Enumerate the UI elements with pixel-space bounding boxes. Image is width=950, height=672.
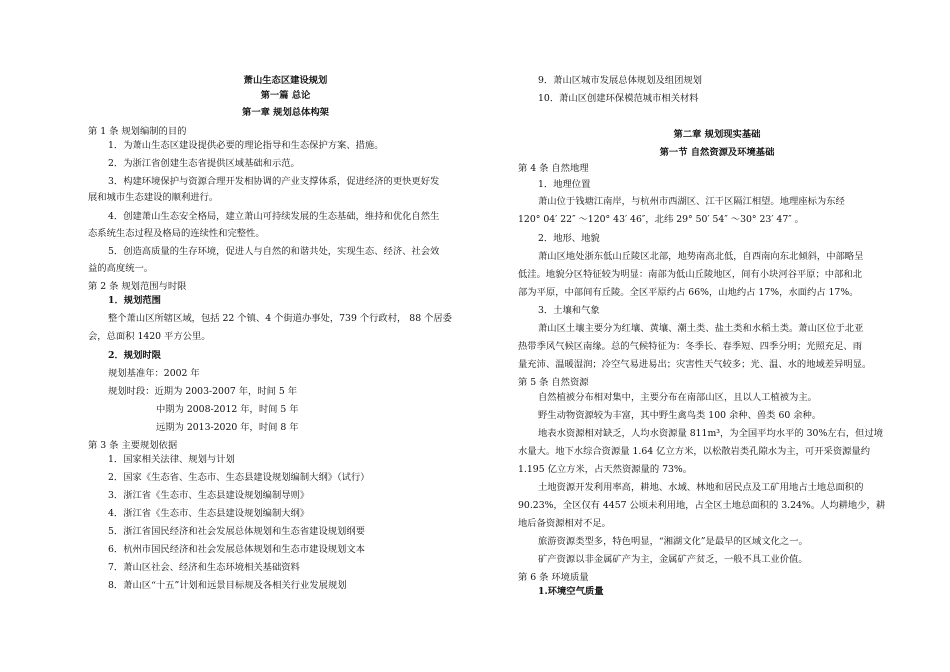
paragraph-line: 态系统生态过程及格局的连续性和完整性。 — [88, 228, 265, 239]
paragraph-line: 120° 04′ 22″ ～120° 43′ 46″，北纬 29° 50′ 54″ ～30° 23′ 47″ 。 — [518, 214, 804, 225]
list-item: 1．国家相关法律、规划与计划 — [108, 454, 235, 465]
list-item: 9．萧山区城市发展总体规划及组团规划 — [538, 75, 702, 86]
paragraph-line: 3．构建环境保护与资源合理开发相协调的产业支撑体系，促进经济的更快更好发 — [108, 176, 440, 187]
paragraph-line: 2．为浙江省创建生态省提供区域基础和示范。 — [108, 158, 300, 169]
paragraph-line: 益的高度统一。 — [88, 263, 154, 274]
list-item: 4．浙江省《生态市、生态县建设规划编制大纲》 — [108, 508, 310, 519]
section-heading: 第一节 自然资源及环境基础 — [659, 147, 775, 158]
paragraph-line: 野生动物资源较为丰富，其中野生禽鸟类 100 余种、兽类 60 余种。 — [538, 410, 822, 421]
paragraph-line: 部为平原，中部间有丘陵。全区平原约占 66%，山地约占 17%，水面约占 17%。 — [518, 287, 859, 298]
paragraph-line: 1．为萧山生态区建设提供必要的理论指导和生态保护方案、措施。 — [108, 140, 384, 151]
paragraph-line: 展和城市生态建设的顺利进行。 — [88, 192, 219, 203]
paragraph-line: 旅游资源类型多，特色明显，“湘湖文化”是最早的区域文化之一。 — [538, 536, 808, 547]
sub-heading: 2．地形、地貌 — [538, 233, 600, 244]
list-item: 10．萧山区创建环保模范城市相关材料 — [538, 93, 699, 104]
list-item: 6．杭州市国民经济和社会发展总体规划和生态市建设规划文本 — [108, 544, 365, 555]
paragraph-line: 地后备资源相对不足。 — [518, 518, 611, 529]
paragraph-line: 规划基准年：2002 年 — [108, 368, 200, 379]
paragraph-line: 1.195 亿立方米，占天然资源量的 73%。 — [518, 464, 693, 475]
paragraph-line: 萧山位于钱塘江南岸，与杭州市西湖区、江干区隔江相望。地理座标为东经 — [538, 196, 845, 207]
list-item: 7．萧山区社会、经济和生态环境相关基础资料 — [108, 562, 300, 573]
article-heading: 第 4 条 自然地理 — [518, 163, 589, 174]
paragraph-line: 低洼。地貌分区特征较为明显：南部为低山丘陵地区，间有小块河谷平原；中部和北 — [518, 269, 862, 280]
paragraph-line: 热带季风气候区南缘。总的气候特征为：冬季长、春季短、四季分明；光照充足、雨 — [518, 341, 862, 352]
paragraph-line: 量充沛、温暖湿润；冷空气易进易出；灾害性天气较多；光、温、水的地域差异明显。 — [518, 359, 872, 370]
paragraph-line: 会，总面积 1420 平方公里。 — [88, 331, 211, 342]
paragraph-line: 中期为 2008-2012 年，时间 5 年 — [156, 404, 299, 415]
paragraph-line: 矿产资源以非金属矿产为主，金属矿产贫乏，一般不具工业价值。 — [538, 554, 808, 565]
paragraph-line: 萧山区地处浙东低山丘陵区北部，地势南高北低，自西南向东北倾斜，中部略呈 — [538, 251, 864, 262]
list-item: 5．浙江省国民经济和社会发展总体规划和生态省建设规划纲要 — [108, 526, 365, 537]
chapter-heading: 第一章 规划总体构架 — [242, 107, 329, 118]
article-heading: 第 3 条 主要规划依据 — [88, 440, 178, 451]
sub-heading: 1.环境空气质量 — [538, 586, 604, 597]
paragraph-line: 自然植被分布相对集中，主要分布在南部山区，且以人工植被为主。 — [538, 392, 817, 403]
document-title: 萧山生态区建设规划 — [243, 75, 328, 86]
article-heading: 第 6 条 环境质量 — [518, 572, 589, 583]
article-heading: 第 2 条 规划范围与时限 — [88, 281, 187, 292]
sub-heading: 1．规划范围 — [108, 295, 161, 306]
paragraph-line: 萧山区土壤主要分为红壤、黄壤、潮土类、盐土类和水稻土类。萧山区位于北亚 — [538, 323, 864, 334]
chapter-heading: 第二章 规划现实基础 — [673, 129, 761, 140]
article-heading: 第 1 条 规划编制的目的 — [88, 126, 187, 137]
paragraph-line: 规划时段：近期为 2003-2007 年，时间 5 年 — [108, 386, 298, 397]
paragraph-line: 水量大。地下水综合资源量 1.64 亿立方米，以松散岩类孔隙水为主，可开采资源量约 — [518, 446, 871, 457]
list-item: 3．浙江省《生态市、生态县建设规划编制导则》 — [108, 490, 310, 501]
article-heading: 第 5 条 自然资源 — [518, 377, 589, 388]
part-heading: 第一篇 总论 — [260, 90, 311, 101]
list-item: 8．萧山区“十五”计划和远景目标规及各相关行业发展规划 — [108, 580, 347, 591]
paragraph-line: 4．创建萧山生态安全格局，建立萧山可持续发展的生态基础，维持和优化自然生 — [108, 211, 440, 222]
sub-heading: 3．土壤和气象 — [538, 305, 600, 316]
paragraph-line: 5．创造高质量的生存环境，促进人与自然的和谐共处，实现生态、经济、社会效 — [108, 246, 440, 257]
paragraph-line: 土地资源开发利用率高，耕地、水域、林地和居民点及工矿用地占土地总面积的 — [538, 482, 864, 493]
paragraph-line: 90.23%，全区仅有 4457 公顷未利用地，占全区土地总面积的 3.24%。人均耕地少，耕 — [518, 500, 886, 511]
paragraph-line: 整个萧山区所辖区域，包括 22 个镇、4 个街道办事处，739 个行政村， 88 个居委 — [108, 313, 452, 324]
sub-heading: 1．地理位置 — [538, 179, 591, 190]
list-item: 2．国家《生态省、生态市、生态县建设规划编制大纲》（试行） — [108, 472, 370, 483]
paragraph-line: 远期为 2013-2020 年，时间 8 年 — [156, 422, 299, 433]
paragraph-line: 地表水资源相对缺乏，人均水资源量 811m³，为全国平均水平的 30%左右，但过境 — [538, 428, 884, 439]
sub-heading: 2．规划时限 — [108, 350, 161, 361]
